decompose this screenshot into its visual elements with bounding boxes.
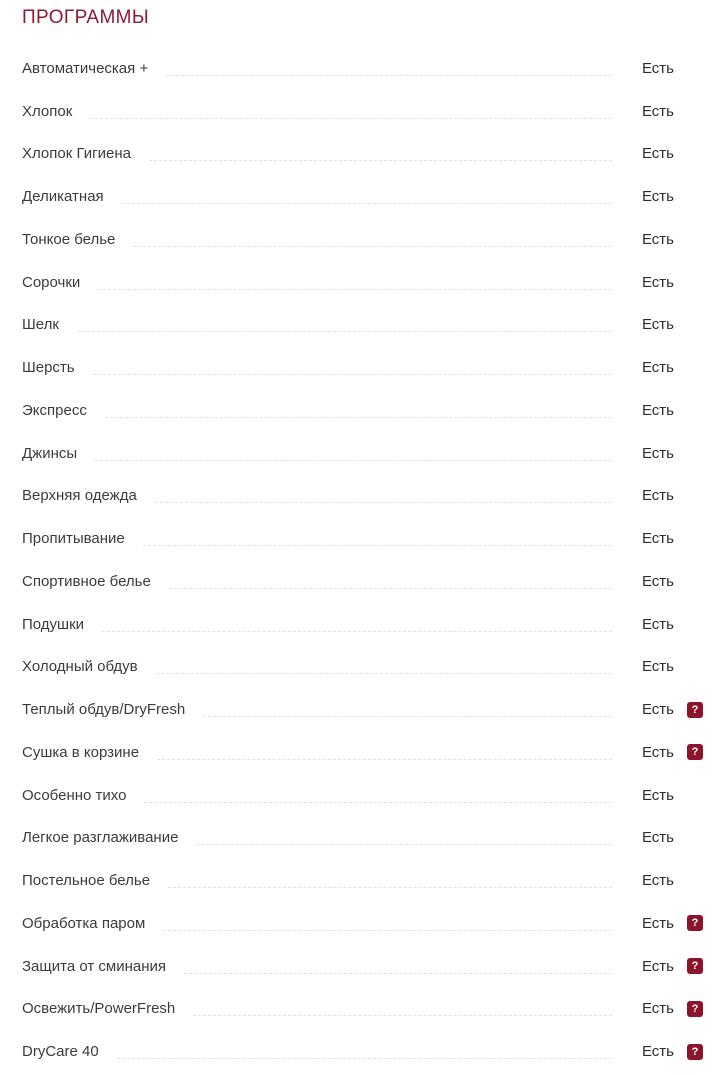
- help-icon-slot: [687, 873, 703, 889]
- program-name: Освежить/PowerFresh: [22, 1000, 176, 1018]
- program-name: Джинсы: [22, 444, 78, 462]
- dotted-leader: [144, 802, 612, 803]
- table-row: [22, 859, 703, 902]
- program-name: Экспресс: [22, 401, 87, 419]
- table-row: [22, 688, 703, 731]
- program-name: Сорочки: [22, 273, 81, 291]
- help-icon[interactable]: ?: [687, 702, 703, 718]
- availability-value: Есть: [641, 615, 674, 633]
- table-row: [22, 475, 703, 518]
- dotted-leader: [98, 289, 612, 290]
- dotted-leader: [95, 460, 612, 461]
- availability-value: Есть: [641, 786, 674, 804]
- availability-value: Есть: [641, 273, 674, 291]
- help-icon-slot: [687, 146, 703, 162]
- help-icon-slot: [687, 702, 703, 718]
- dotted-leader: [90, 118, 612, 119]
- dotted-leader: [156, 673, 612, 674]
- programs-list: [22, 47, 703, 1073]
- dotted-leader: [149, 160, 612, 161]
- table-row: [22, 432, 703, 475]
- availability-value: Есть: [641, 872, 674, 890]
- availability-value: Есть: [641, 957, 674, 975]
- table-row: [22, 646, 703, 689]
- help-icon-slot: [687, 1044, 703, 1060]
- dotted-leader: [196, 844, 612, 845]
- section-title: ПРОГРАММЫ: [22, 7, 150, 28]
- table-row: [22, 731, 703, 774]
- dotted-leader: [193, 1015, 612, 1016]
- help-icon-slot: [687, 830, 703, 846]
- availability-value: Есть: [641, 102, 674, 120]
- availability-value: Есть: [641, 701, 674, 719]
- dotted-leader: [169, 588, 612, 589]
- availability-value: Есть: [641, 914, 674, 932]
- availability-value: Есть: [641, 188, 674, 206]
- table-row: [22, 902, 703, 945]
- table-row: [22, 603, 703, 646]
- availability-value: Есть: [641, 59, 674, 77]
- help-icon-slot: [687, 189, 703, 205]
- dotted-leader: [155, 502, 612, 503]
- availability-value: Есть: [641, 530, 674, 548]
- help-icon-slot: [687, 231, 703, 247]
- program-name: Подушки: [22, 615, 85, 633]
- availability-value: Есть: [641, 658, 674, 676]
- dotted-leader: [102, 631, 612, 632]
- dotted-leader: [105, 417, 612, 418]
- dotted-leader: [122, 203, 612, 204]
- availability-value: Есть: [641, 145, 674, 163]
- table-row: [22, 1030, 703, 1073]
- program-name: Хлопок: [22, 102, 73, 120]
- program-name: Постельное белье: [22, 872, 151, 890]
- program-name: DryCare 40: [22, 1043, 99, 1061]
- availability-value: Есть: [641, 487, 674, 505]
- table-row: [22, 988, 703, 1031]
- table-row: [22, 817, 703, 860]
- program-name: Теплый обдув/DryFresh: [22, 701, 186, 719]
- dotted-leader: [163, 930, 612, 931]
- dotted-leader: [203, 716, 612, 717]
- dotted-leader: [143, 545, 612, 546]
- dotted-leader: [166, 75, 612, 76]
- help-icon-slot: [687, 958, 703, 974]
- help-icon-slot: [687, 915, 703, 931]
- availability-value: Есть: [641, 829, 674, 847]
- help-icon-slot: [687, 274, 703, 290]
- program-name: Сушка в корзине: [22, 743, 140, 761]
- help-icon-slot: [687, 488, 703, 504]
- dotted-leader: [133, 246, 612, 247]
- program-name: Холодный обдув: [22, 658, 138, 676]
- availability-value: Есть: [641, 572, 674, 590]
- table-row: [22, 389, 703, 432]
- availability-value: Есть: [641, 401, 674, 419]
- help-icon-slot: [687, 445, 703, 461]
- table-row: [22, 90, 703, 133]
- table-row: [22, 218, 703, 261]
- table-row: [22, 261, 703, 304]
- table-row: [22, 560, 703, 603]
- table-row: [22, 133, 703, 176]
- help-icon-slot: [687, 573, 703, 589]
- help-icon[interactable]: ?: [687, 1044, 703, 1060]
- availability-value: Есть: [641, 316, 674, 334]
- help-icon-slot: [687, 103, 703, 119]
- help-icon-slot: [687, 787, 703, 803]
- program-name: Тонкое белье: [22, 230, 116, 248]
- dotted-leader: [117, 1058, 612, 1059]
- availability-value: Есть: [641, 1043, 674, 1061]
- table-row: [22, 175, 703, 218]
- help-icon-slot: [687, 531, 703, 547]
- help-icon[interactable]: ?: [687, 958, 703, 974]
- help-icon-slot: [687, 402, 703, 418]
- availability-value: Есть: [641, 230, 674, 248]
- program-name: Защита от сминания: [22, 957, 166, 975]
- program-name: Шелк: [22, 316, 59, 334]
- program-name: Шерсть: [22, 359, 75, 377]
- table-row: [22, 346, 703, 389]
- program-name: Хлопок Гигиена: [22, 145, 131, 163]
- help-icon-slot: [687, 360, 703, 376]
- table-row: [22, 47, 703, 90]
- program-name: Спортивное белье: [22, 572, 151, 590]
- dotted-leader: [157, 759, 612, 760]
- table-row: [22, 304, 703, 347]
- program-name: Легкое разглаживание: [22, 829, 179, 847]
- help-icon[interactable]: ?: [687, 1001, 703, 1017]
- dotted-leader: [168, 887, 612, 888]
- table-row: [22, 945, 703, 988]
- help-icon-slot: [687, 659, 703, 675]
- dotted-leader: [77, 331, 612, 332]
- help-icon[interactable]: ?: [687, 744, 703, 760]
- dotted-leader: [184, 973, 612, 974]
- availability-value: Есть: [641, 1000, 674, 1018]
- program-name: Пропитывание: [22, 530, 125, 548]
- program-name: Обработка паром: [22, 914, 146, 932]
- program-name: Особенно тихо: [22, 786, 127, 804]
- dotted-leader: [93, 374, 612, 375]
- availability-value: Есть: [641, 743, 674, 761]
- help-icon-slot: [687, 616, 703, 632]
- program-name: Деликатная: [22, 188, 104, 206]
- help-icon-slot: [687, 317, 703, 333]
- help-icon[interactable]: ?: [687, 915, 703, 931]
- availability-value: Есть: [641, 359, 674, 377]
- help-icon-slot: [687, 60, 703, 76]
- availability-value: Есть: [641, 444, 674, 462]
- program-name: Верхняя одежда: [22, 487, 137, 505]
- program-name: Автоматическая +: [22, 59, 149, 77]
- help-icon-slot: [687, 1001, 703, 1017]
- help-icon-slot: [687, 744, 703, 760]
- table-row: [22, 517, 703, 560]
- table-row: [22, 774, 703, 817]
